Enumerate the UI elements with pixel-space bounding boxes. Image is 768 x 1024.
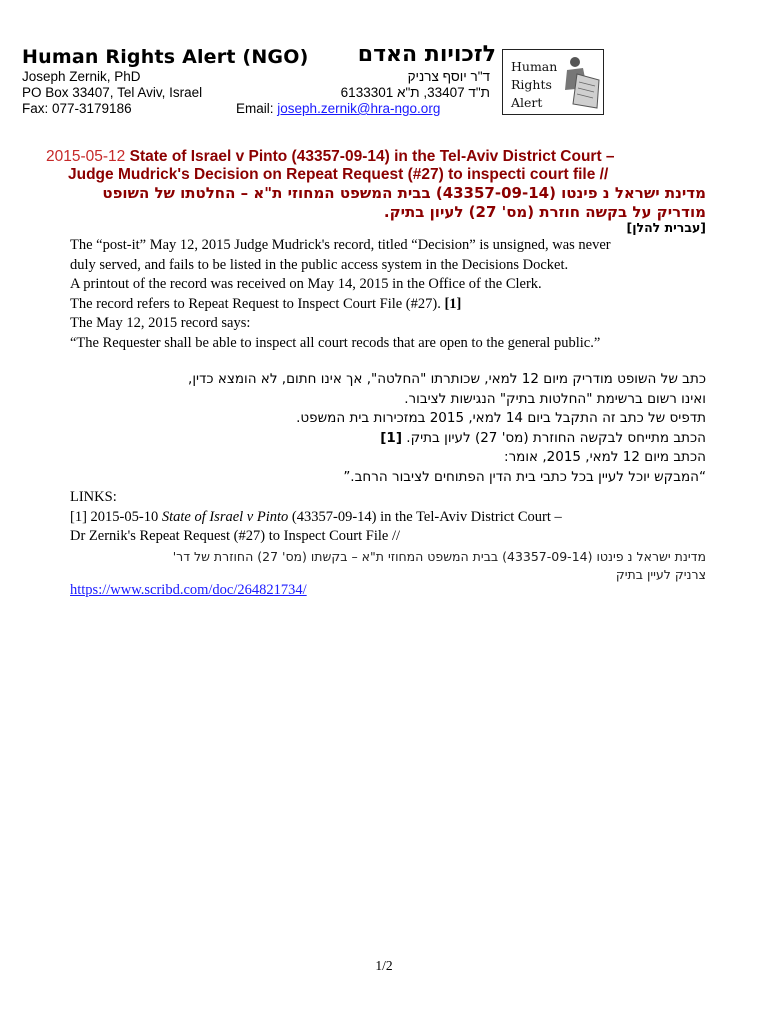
- links-label: LINKS:: [70, 489, 117, 505]
- link-item-he-2: צרניק לעיין בתיק: [615, 567, 706, 582]
- email-label: Email:: [236, 101, 274, 116]
- heading-line-1: [46, 148, 615, 166]
- body-english: [70, 236, 670, 353]
- logo-figure-icon: [557, 54, 601, 112]
- link-item-prefix: [1] 2015-05-10: [70, 508, 159, 525]
- author-name-he: ד"ר יוסף צרניק: [407, 69, 490, 84]
- body-en-line-ref: [70, 295, 670, 315]
- heading-title-1: State of Israel v Pinto (43357-09-14) in the Tel-Aviv District Court –: [129, 148, 615, 165]
- fax-number: Fax: 077-3179186: [22, 101, 132, 116]
- body-he-line: תדפיס של כתב זה התקבל ביום 14 למאי, 2015 במזכירות בית המשפט.: [296, 410, 706, 426]
- body-en-quote: “The Requester shall be able to inspect all court recods that are open to the general public.”: [70, 334, 601, 351]
- link-item-line-2: Dr Zernik's Repeat Request (#27) to Inspect Court File //: [70, 528, 401, 544]
- author-name-en: Joseph Zernik, PhD: [22, 69, 141, 84]
- body-he-text: הכתב מתייחס לבקשה החוזרת (מס' 27) לעיון בתיק.: [406, 429, 706, 446]
- scribd-link[interactable]: https://www.scribd.com/doc/264821734/: [70, 582, 307, 598]
- address-en: PO Box 33407, Tel Aviv, Israel: [22, 85, 203, 100]
- body-he-line: ואינו רשום ברשימת "החלטות בתיק" הנגישות לציבור.: [404, 390, 706, 407]
- hebrew-below-note: [עברית להלן]: [626, 220, 706, 235]
- heading-date: 2015-05-12: [46, 148, 126, 165]
- body-en-line: The May 12, 2015 record says:: [70, 315, 251, 331]
- links-hebrew: [86, 548, 706, 584]
- body-he-line-ref: [106, 429, 706, 449]
- email-line: [236, 101, 440, 116]
- body-he-line: כתב של השופט מודריק מיום 12 למאי, שכותרתו "החלטה", אך אינו חתום, לא הומצא כדין,: [188, 371, 706, 387]
- heading-he-1: מדינת ישראל נ פינטו (43357-09-14) בבית המשפט המחוזי ת"א – החלטתו של השופט: [102, 184, 706, 202]
- heading-title-2: Judge Mudrick's Decision on Repeat Request (#27) to inspecti court file //: [68, 166, 609, 183]
- footnote-ref: [1]: [444, 295, 462, 312]
- link-item-rest: (43357-09-14) in the Tel-Aviv District Court –: [291, 508, 562, 525]
- body-en-line: The “post-it” May 12, 2015 Judge Mudrick's record, titled “Decision” is unsigned, was never: [70, 237, 611, 253]
- logo-word-3: Alert: [511, 95, 543, 110]
- org-name-en: Human Rights Alert (NGO): [22, 46, 309, 68]
- logo-word-2: Rights: [511, 77, 552, 92]
- body-he-line: הכתב מיום 12 למאי, 2015, אומר:: [504, 449, 706, 465]
- footnote-ref-he: [1]: [380, 429, 402, 446]
- body-hebrew: [106, 370, 706, 487]
- org-name-he: לזכויות האדם: [357, 42, 496, 67]
- address-he: ת"ד 33407, ת"א 6133301: [340, 85, 490, 100]
- body-en-line: A printout of the record was received on May 14, 2015 in the Office of the Clerk.: [70, 276, 542, 292]
- link-item-he-1: מדינת ישראל נ פינטו (43357-09-14) בבית המשפט המחוזי ת"א – בקשתו (מס' 27) החוזרת של דר': [172, 549, 706, 564]
- org-logo: [502, 49, 604, 115]
- body-he-quote: “המבקש יוכל לעיין בכל כתבי בית הדין הפתוחים לציבור הרחב.”: [343, 468, 706, 485]
- body-en-text: The record refers to Repeat Request to Inspect Court File (#27).: [70, 295, 441, 312]
- reference-url: [70, 582, 307, 599]
- link-item-line-1: [70, 508, 710, 528]
- email-link[interactable]: joseph.zernik@hra-ngo.org: [277, 101, 441, 116]
- body-en-line: duly served, and fails to be listed in the public access system in the Decisions Docket.: [70, 256, 569, 273]
- logo-word-1: Human: [511, 59, 558, 74]
- heading-he-2: מודריק על בקשה חוזרת (מס' 27) לעיון בתיק.: [383, 203, 706, 221]
- links-section: [70, 488, 710, 547]
- link-item-case: State of Israel v Pinto: [161, 508, 289, 525]
- page-number: 1/2: [375, 958, 393, 973]
